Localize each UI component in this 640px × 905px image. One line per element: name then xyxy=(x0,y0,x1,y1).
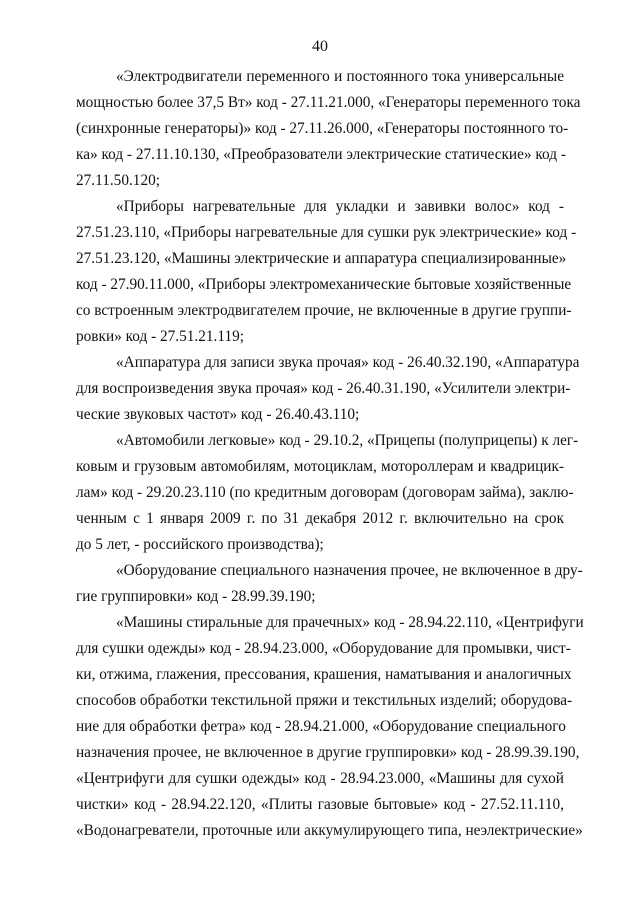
text-line: для сушки одежды» код - 28.94.23.000, «Оборудование для промывки, чист- xyxy=(76,640,571,657)
text-line: ровки» код - 27.51.21.119; xyxy=(76,328,244,345)
text-line: 27.11.50.120; xyxy=(76,172,160,189)
text-line: лам» код - 29.20.23.110 (по кредитным договорам (договорам займа), заклю- xyxy=(76,484,574,501)
text-line: «Аппаратура для записи звука прочая» код - 26.40.32.190, «Аппаратура xyxy=(116,354,580,371)
text-line: ческие звуковых частот» код - 26.40.43.110; xyxy=(76,406,360,423)
text-line: назначения прочее, не включенное в другие группировки» код - 28.99.39.190, xyxy=(76,744,580,761)
text-line: «Центрифуги для сушки одежды» код - 28.94.23.000, «Машины для сухой xyxy=(76,770,564,787)
text-line: «Оборудование специального назначения прочее, не включенное в дру- xyxy=(116,562,583,579)
text-line: для воспроизведения звука прочая» код - 26.40.31.190, «Усилители электри- xyxy=(76,380,571,397)
text-line: 27.51.23.120, «Машины электрические и аппаратура специализированные» xyxy=(76,250,567,267)
text-line: гие группировки» код - 28.99.39.190; xyxy=(76,588,316,605)
text-line: «Автомобили легковые» код - 29.10.2, «Прицепы (полуприцепы) к лег- xyxy=(116,432,579,449)
text-line: чистки» код - 28.94.22.120, «Плиты газовые бытовые» код - 27.52.11.110, xyxy=(76,796,564,813)
page-number: 40 xyxy=(312,38,328,55)
text-line: ки, отжима, глажения, прессования, крашения, наматывания и аналогичных xyxy=(76,666,572,683)
text-line: со встроенным электродвигателем прочие, не включенные в другие группи- xyxy=(76,302,572,319)
text-line: «Водонагреватели, проточные или аккумулирующего типа, неэлектрические» xyxy=(76,822,583,839)
text-line: до 5 лет, - российского производства); xyxy=(76,536,324,553)
text-line: (синхронные генераторы)» код - 27.11.26.000, «Генераторы постоянного то- xyxy=(76,120,569,137)
text-line: ковым и грузовым автомобилям, мотоциклам, мотороллерам и квадрицик- xyxy=(76,458,564,475)
text-line: 27.51.23.110, «Приборы нагревательные для сушки рук электрические» код - xyxy=(76,224,577,241)
text-line: ченным с 1 января 2009 г. по 31 декабря 2012 г. включительно на срок xyxy=(76,510,564,527)
text-line: ка» код - 27.11.10.130, «Преобразователи электрические статические» код - xyxy=(76,146,566,163)
text-line: ние для обработки фетра» код - 28.94.21.000, «Оборудование специального xyxy=(76,718,566,735)
text-line: «Машины стиральные для прачечных» код - 28.94.22.110, «Центрифуги xyxy=(116,614,584,631)
text-line: мощностью более 37,5 Вт» код - 27.11.21.000, «Генераторы переменного тока xyxy=(76,94,581,111)
text-line: «Приборы нагревательные для укладки и завивки волос» код - xyxy=(116,198,564,215)
text-line: код - 27.90.11.000, «Приборы электромеханические бытовые хозяйственные xyxy=(76,276,572,293)
text-line: «Электродвигатели переменного и постоянного тока универсальные xyxy=(116,68,564,85)
text-line: способов обработки текстильной пряжи и текстильных изделий; оборудова- xyxy=(76,692,573,709)
